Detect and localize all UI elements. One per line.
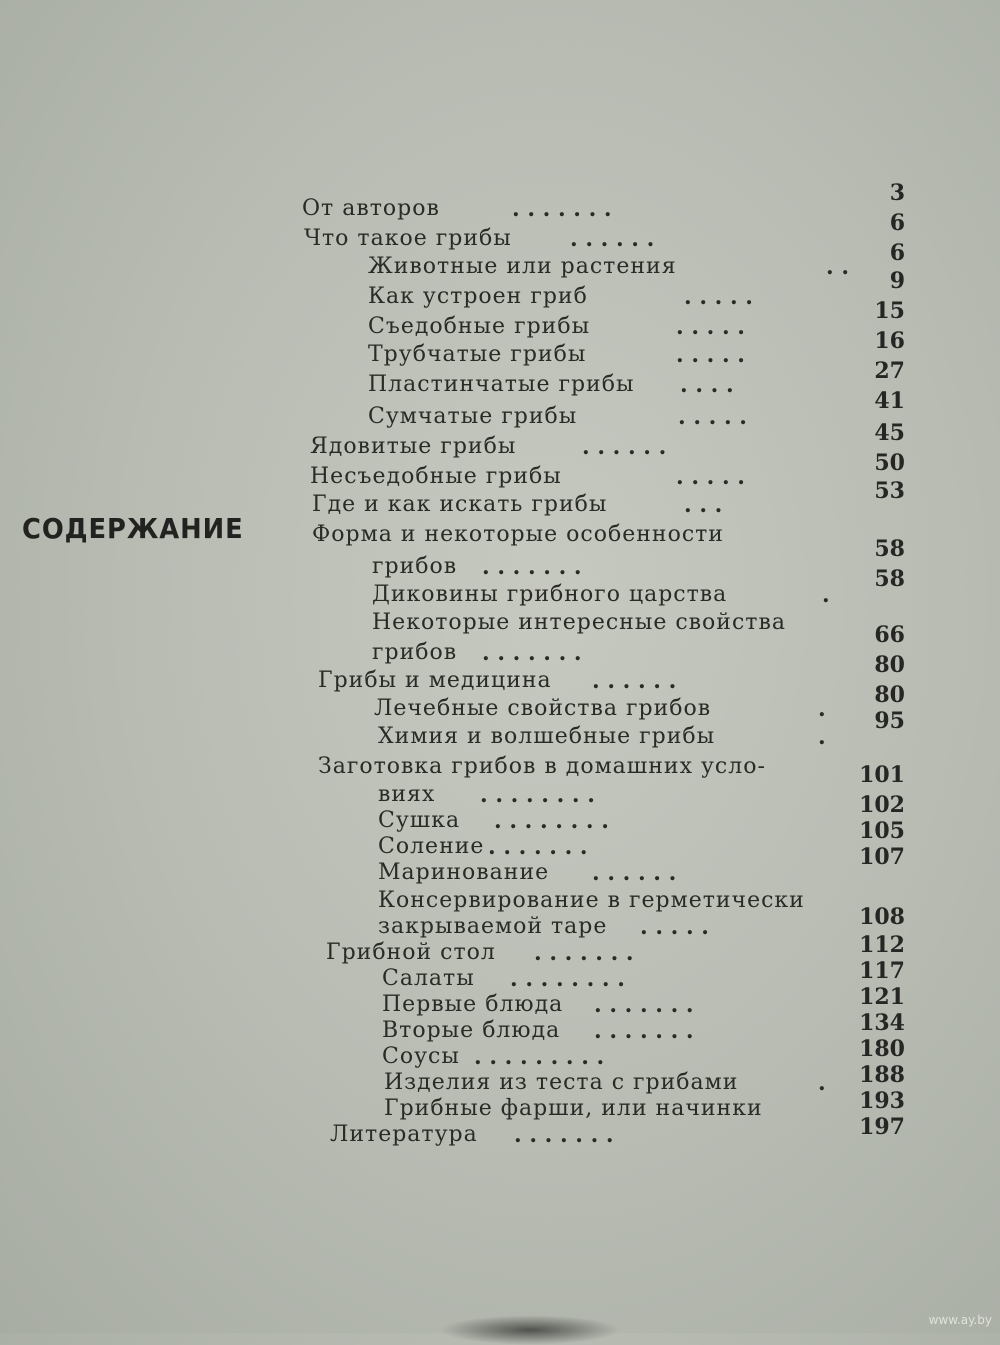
page-number: 6 bbox=[889, 240, 905, 266]
toc-entry-leader-dots: . . . . . bbox=[676, 464, 745, 490]
toc-entry-title: Сушка bbox=[378, 808, 461, 833]
toc-entry-title: Как устроен гриб bbox=[368, 284, 588, 309]
page-number: 117 bbox=[859, 958, 905, 984]
toc-entry-leader-dots: . . . . . bbox=[676, 314, 745, 340]
page-number: 80 bbox=[874, 652, 905, 678]
toc-entry-title: закрываемой таре bbox=[378, 914, 608, 939]
toc-entry-leader-dots: . . . . . . . . bbox=[494, 808, 609, 834]
page-number: 105 bbox=[859, 818, 905, 844]
page-number: 45 bbox=[874, 420, 905, 446]
page-number: 101 bbox=[859, 762, 905, 788]
toc-entry-title: Съедобные грибы bbox=[368, 314, 591, 339]
toc-entry-title: Что такое грибы bbox=[304, 226, 512, 251]
page-number: 197 bbox=[859, 1114, 905, 1140]
page-number: 66 bbox=[874, 622, 905, 648]
toc-entry-title: От авторов bbox=[302, 196, 440, 221]
toc-entry-title: Первые блюда bbox=[382, 992, 564, 1017]
page-number: 41 bbox=[874, 388, 905, 414]
toc-entry-title: Где и как искать грибы bbox=[312, 492, 608, 517]
toc-entry-leader-dots: . . . . . . bbox=[592, 668, 677, 694]
page-number: 16 bbox=[874, 328, 905, 354]
toc-entry-leader-dots: . . . . . . . bbox=[594, 992, 694, 1018]
toc-entry-title: Консервирование в герметически bbox=[378, 888, 805, 913]
page-number: 107 bbox=[859, 844, 905, 870]
toc-entry-leader-dots: . . . . bbox=[680, 372, 734, 398]
toc-entry-title: Вторые блюда bbox=[382, 1018, 561, 1043]
toc-entry-title: Животные или растения bbox=[368, 254, 677, 279]
toc-entry-leader-dots: . . . . . . . bbox=[512, 196, 612, 222]
toc-entry-title: виях bbox=[378, 782, 436, 807]
toc-entry-title: Ядовитые грибы bbox=[310, 434, 517, 459]
toc-entry-leader-dots: . . . . . . . bbox=[534, 940, 634, 966]
page-number: 6 bbox=[889, 210, 905, 236]
toc-entry-leader-dots: . . . bbox=[684, 492, 723, 518]
toc-entry-title: Лечебные свойства грибов bbox=[374, 696, 712, 721]
toc-entry-leader-dots: . . . . . . bbox=[592, 860, 677, 886]
toc-entry-leader-dots: . . . . . bbox=[678, 404, 747, 430]
toc-entry-leader-dots: . . . . . . . bbox=[594, 1018, 694, 1044]
toc-entry-leader-dots: . bbox=[818, 1070, 826, 1096]
toc-entry-leader-dots: . . . . . . . bbox=[482, 640, 582, 666]
page-number: 134 bbox=[859, 1010, 905, 1036]
toc-entry-leader-dots: . . . . . bbox=[684, 284, 753, 310]
page-number: 3 bbox=[889, 180, 905, 206]
toc-entry-leader-dots: . . . . . . bbox=[570, 226, 655, 252]
toc-entry-title: Соусы bbox=[382, 1044, 460, 1069]
page-number: 112 bbox=[859, 932, 905, 958]
page-number: 193 bbox=[859, 1088, 905, 1114]
page-number: 50 bbox=[874, 450, 905, 476]
toc-entry-title: Заготовка грибов в домашних усло- bbox=[318, 754, 766, 779]
page-number: 27 bbox=[874, 358, 905, 384]
toc-entry-title: грибов bbox=[372, 640, 458, 665]
page-number: 15 bbox=[874, 298, 905, 324]
toc-entry-title: Форма и некоторые особенности bbox=[312, 522, 724, 547]
toc-entry-title: Диковины грибного царства bbox=[372, 582, 728, 607]
page-number: 121 bbox=[859, 984, 905, 1010]
toc-entry-leader-dots: . . . . . . . bbox=[488, 834, 588, 860]
toc-entry-leader-dots: . . . . . . . . bbox=[510, 966, 625, 992]
toc-entry-leader-dots: . . . . . . . . bbox=[480, 782, 595, 808]
toc-entry-title: Сумчатые грибы bbox=[368, 404, 578, 429]
page-number: 9 bbox=[889, 268, 905, 294]
toc-entry-leader-dots: . bbox=[818, 724, 826, 750]
toc-entry-title: Трубчатые грибы bbox=[368, 342, 587, 367]
toc-entry-leader-dots: . . bbox=[826, 254, 849, 280]
toc-entry-title: Грибные фарши, или начинки bbox=[384, 1096, 763, 1121]
page-number: 108 bbox=[859, 904, 905, 930]
toc-entry-title: Некоторые интересные свойства bbox=[372, 610, 786, 635]
page-number: 53 bbox=[874, 478, 905, 504]
toc-entry-title: Маринование bbox=[378, 860, 550, 885]
page-number: 180 bbox=[859, 1036, 905, 1062]
toc-entry-leader-dots: . . . . . . . bbox=[482, 554, 582, 580]
toc-entry-title: Литература bbox=[330, 1122, 478, 1147]
page-number: 95 bbox=[874, 708, 905, 734]
page-number: 188 bbox=[859, 1062, 905, 1088]
page-number: 58 bbox=[874, 566, 905, 592]
toc-entry-title: Пластинчатые грибы bbox=[368, 372, 635, 397]
toc-entry-title: Соление bbox=[378, 834, 485, 859]
page-bottom-shadow bbox=[440, 1315, 620, 1345]
toc-entry-leader-dots: . bbox=[822, 582, 830, 608]
toc-entry-leader-dots: . . . . . bbox=[640, 914, 709, 940]
page-number: 80 bbox=[874, 682, 905, 708]
page-number: 58 bbox=[874, 536, 905, 562]
toc-entry-title: Салаты bbox=[382, 966, 475, 991]
toc-entry-leader-dots: . . . . . . bbox=[582, 434, 667, 460]
watermark: www.ay.by bbox=[928, 1313, 992, 1327]
toc-entry-title: грибов bbox=[372, 554, 458, 579]
page-number: 102 bbox=[859, 792, 905, 818]
toc-entry-title: Грибной стол bbox=[326, 940, 496, 965]
toc-entry-title: Грибы и медицина bbox=[318, 668, 552, 693]
toc-entry-title: Химия и волшебные грибы bbox=[378, 724, 716, 749]
toc-entry-leader-dots: . . . . . bbox=[676, 342, 745, 368]
toc-entry-leader-dots: . . . . . . . . . bbox=[474, 1044, 605, 1070]
contents-heading: СОДЕРЖАНИЕ bbox=[22, 512, 244, 545]
toc-entry-leader-dots: . . . . . . . bbox=[514, 1122, 614, 1148]
toc-entry-title: Изделия из теста с грибами bbox=[384, 1070, 739, 1095]
toc-entry-title: Несъедобные грибы bbox=[310, 464, 562, 489]
toc-entry-leader-dots: . bbox=[818, 696, 826, 722]
